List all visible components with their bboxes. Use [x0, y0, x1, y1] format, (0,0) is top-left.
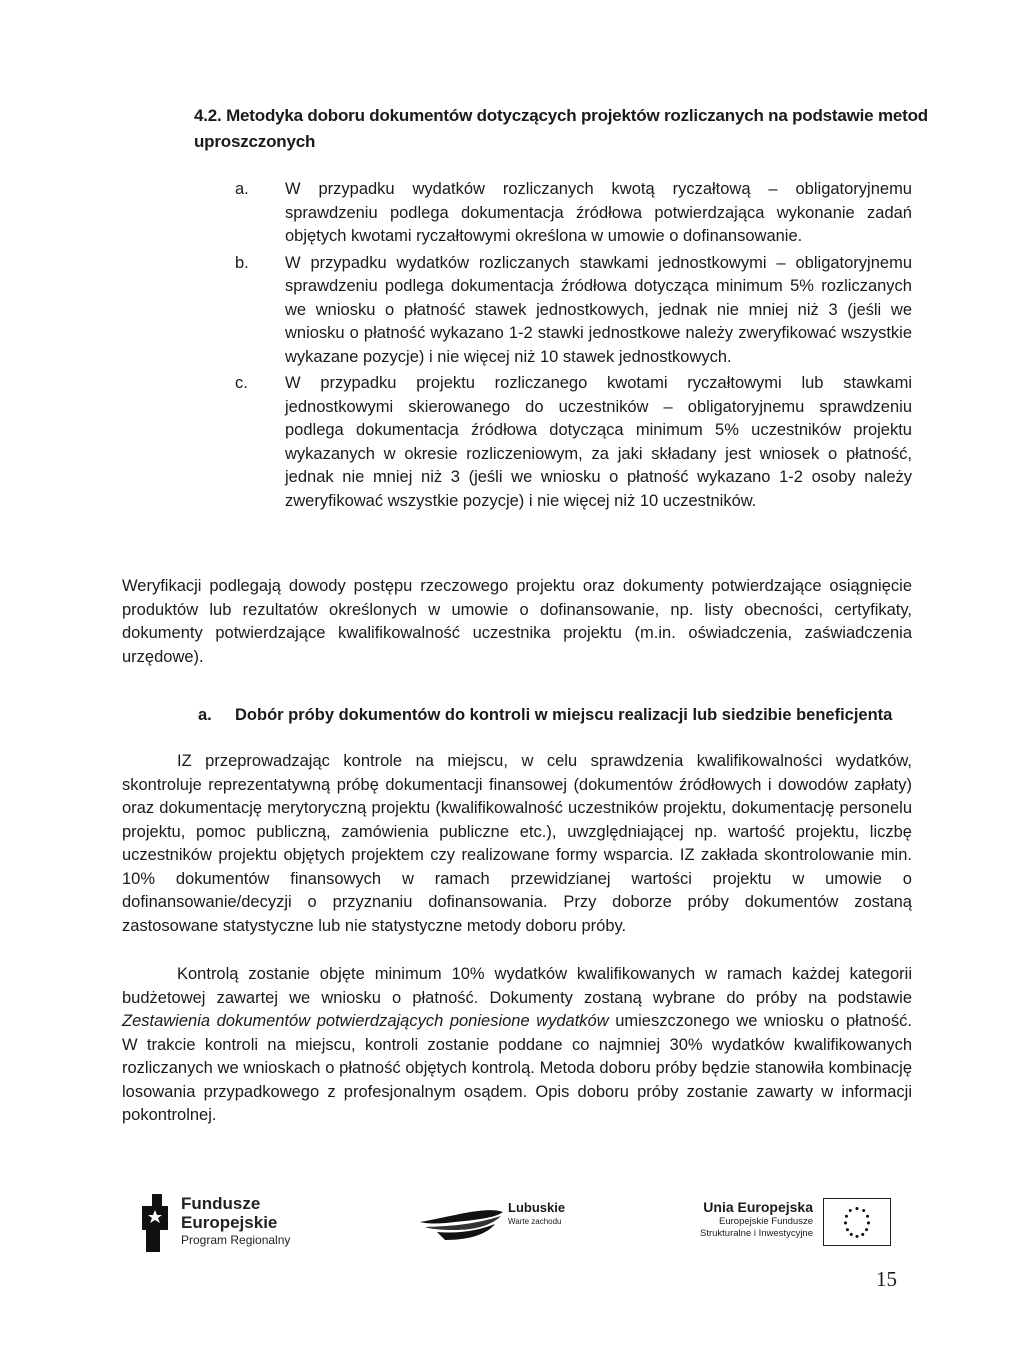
- lubuskie-subtitle: Warte zachodu: [508, 1217, 562, 1226]
- control-paragraph-text-end: umieszczonego we wniosku o płatność. W trakcie kontroli na miejscu, kontroli zostanie poddane co najmniej 30% wydatków kwalifikowanych rozliczanych we wnioskach o płatność objętych kontrolą. Metoda doboru próby będzie stanowiła kombinację losowania przypadkowego z profesjonalnym osądem. Opis doboru próby zostanie zawarty w informacji pokontrolnej.: [122, 1012, 912, 1124]
- list-marker: c.: [235, 374, 248, 392]
- fundusze-europejskie-text: [181, 1194, 290, 1248]
- ue-sub2: Strukturalne i Inwestycyjne: [700, 1228, 813, 1239]
- list-item: [194, 252, 912, 370]
- document-title-italic: Zestawienia dokumentów potwierdzających poniesione wydatków: [122, 1012, 609, 1030]
- list-marker: b.: [235, 253, 249, 272]
- list-item-text: W przypadku wydatków rozliczanych kwotą ryczałtową – obligatoryjnemu sprawdzeniu podlega dokumentacja źródłowa potwierdzająca wykonanie zadań objętych kwotami ryczałtowymi określona w umowie o dofinansowanie.: [285, 180, 912, 245]
- fe-line3: Program Regionalny: [181, 1233, 291, 1247]
- fundusze-europejskie-logo-icon: [142, 1194, 170, 1252]
- fe-line1: Fundusze: [181, 1194, 261, 1213]
- fe-line2: Europejskie: [181, 1213, 278, 1232]
- control-paragraph-text: Kontrolą zostanie objęte minimum 10% wydatków kwalifikowanych w ramach każdej kategorii budżetowej zawartej we wniosku o płatność. Dokumenty zostaną wybrane do próby na podstawie: [122, 965, 912, 1007]
- sampling-paragraph: IZ przeprowadzając kontrole na miejscu, w celu sprawdzenia kwalifikowalności wydatków, skontroluje reprezentatywną próbę dokumentacji finansowej (dokumentów źródłowych i dowodów zapłaty) oraz dokumentację merytoryczną projektu (kwalifikowalność uczestników projektu, dokumentację personelu projektu, pomoc publiczną, zamówienia publiczne etc.), uwzględniającej np. wartość projektu, liczbę uczestników projektu objętych projektem czy realizowane formy wsparcia. IZ zakłada skontrolowanie min. 10% dokumentów finansowych w ramach przewidzianej wartości projektu w umowie o dofinansowanie/decyzji o przyznaniu dofinansowania. Przy doborze próby dokumentów zostaną zastosowane statystyczne lub nie statystyczne metody doboru próby.: [122, 752, 912, 935]
- subsection-heading: [198, 704, 892, 726]
- list-item: [194, 178, 912, 249]
- list-item-text: W przypadku projektu rozliczanego kwotami ryczałtowymi lub stawkami jednostkowymi skierowanego do uczestników – obligatoryjnemu sprawdzeniu podlega dokumentacja źródłowa dotycząca minimum 5% uczestników projektu wykazanych w okresie rozliczeniowym, za jaki składany jest wniosek o płatność, jednak nie mniej niż 3 (jeśli we wniosku o płatność wykazano 1-2 osoby należy zweryfikować wszystkie pozycje) i nie więcej niż 10 uczestników.: [285, 374, 912, 510]
- lubuskie-text: [508, 1201, 565, 1229]
- lubuskie-title: Lubuskie: [508, 1200, 566, 1215]
- control-paragraph: [122, 963, 912, 1128]
- list-item-text: W przypadku wydatków rozliczanych stawkami jednostkowymi – obligatoryjnemu sprawdzeniu podlega dokumentacja źródłowa dotycząca minimum 5% rozliczanych we wniosku o płatność stawek jednostkowych, jednak nie mniej niż 3 (jeśli we wniosku o płatność wykazano 1-2 stawki jednostkowe należy zweryfikować wszystkie wykazane pozycje) i nie więcej niż 10 stawek jednostkowych.: [285, 253, 912, 366]
- verification-paragraph: Weryfikacji podlegają dowody postępu rzeczowego projektu oraz dokumenty potwierdzające osiągnięcie produktów lub rezultatów określonych w umowie o dofinansowanie, np. listy obecności, certyfikaty, dokumenty potwierdzające kwalifikowalność uczestnika projektu (m.in. oświadczenia, zaświadczenia urzędowe).: [122, 577, 912, 666]
- list-item: [194, 372, 912, 513]
- list-marker: a.: [235, 180, 249, 198]
- footer-logos: [130, 1192, 910, 1262]
- ue-title: Unia Europejska: [703, 1199, 813, 1215]
- unia-europejska-text: [673, 1198, 813, 1240]
- page-number: 15: [876, 1267, 897, 1291]
- section-heading: 4.2. Metodyka doboru dokumentów dotyczących projektów rozliczanych na podstawie metod uproszczonych: [194, 106, 928, 151]
- ue-sub1: Europejskie Fundusze: [719, 1216, 813, 1227]
- rules-list: [194, 178, 912, 513]
- subsection-title: Dobór próby dokumentów do kontroli w miejscu realizacji lub siedzibie beneficjenta: [235, 706, 893, 724]
- subsection-marker: a.: [198, 706, 212, 724]
- eu-flag-icon: [823, 1198, 891, 1246]
